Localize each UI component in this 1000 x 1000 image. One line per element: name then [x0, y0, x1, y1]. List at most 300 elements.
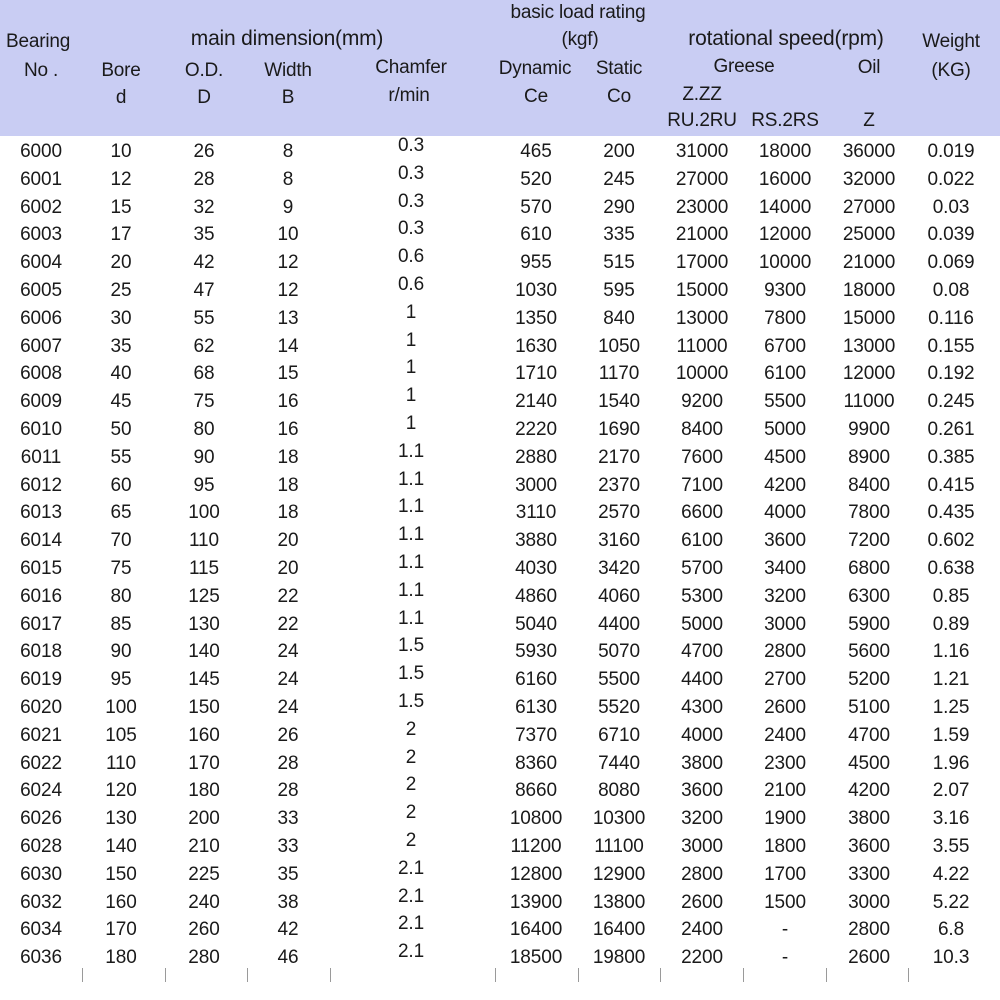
cell-chamfer: 1.5: [397, 663, 425, 685]
tick-mark: [743, 968, 744, 982]
cell-speed-oil: 2800: [848, 919, 890, 941]
cell-speed-rs: 4500: [764, 446, 806, 468]
cell-speed-rs: 3600: [764, 530, 806, 552]
cell-bearing-no: 6001: [20, 168, 62, 190]
cell-dynamic-load: 5040: [515, 613, 557, 635]
cell-speed-zzz: 10000: [675, 363, 729, 385]
cell-speed-zzz: 4400: [681, 669, 723, 691]
cell-speed-rs: 10000: [758, 252, 812, 274]
cell-speed-oil: 5200: [848, 669, 890, 691]
cell-bore: 120: [105, 780, 137, 802]
cell-speed-rs: 3400: [764, 557, 806, 579]
header-bearing-no-sub: No .: [24, 60, 59, 81]
table-row: [0, 246, 1000, 277]
cell-chamfer: 0.3: [397, 190, 425, 212]
cell-dynamic-load: 4860: [515, 585, 557, 607]
cell-static-load: 245: [603, 168, 635, 190]
table-row: [0, 440, 1000, 472]
header-bore: Bore: [101, 60, 141, 81]
header-bearing-no: Bearing: [6, 31, 71, 52]
cell-weight: 10.3: [932, 947, 970, 969]
cell-od: 90: [193, 446, 215, 468]
cell-od: 160: [188, 724, 220, 746]
cell-bearing-no: 6005: [20, 279, 62, 301]
cell-static-load: 4400: [598, 613, 640, 635]
cell-speed-rs: 18000: [758, 141, 812, 162]
tick-mark: [82, 968, 83, 982]
cell-width: 12: [277, 279, 299, 301]
cell-width: 14: [277, 335, 299, 357]
cell-bore: 140: [105, 835, 137, 857]
cell-od: 225: [188, 863, 220, 885]
cell-bearing-no: 6034: [20, 919, 62, 941]
tick-mark: [247, 968, 248, 982]
cell-bearing-no: 6030: [20, 863, 62, 885]
cell-speed-rs: 1500: [764, 891, 806, 913]
cell-static-load: 1170: [598, 363, 640, 385]
header-static-symbol: Co: [607, 86, 631, 107]
cell-static-load: 2570: [598, 502, 640, 524]
cell-speed-zzz: 3000: [681, 835, 723, 857]
cell-static-load: 12900: [592, 863, 646, 885]
cell-speed-oil: 8400: [848, 474, 890, 496]
cell-bore: 105: [105, 724, 137, 746]
table-row: [0, 746, 1000, 778]
cell-speed-oil: 6800: [848, 557, 890, 579]
cell-width: 8: [282, 168, 294, 190]
table-row: [0, 468, 1000, 500]
cell-bearing-no: 6015: [20, 557, 62, 579]
cell-weight: 0.069: [927, 252, 975, 274]
cell-speed-rs: 14000: [758, 196, 812, 218]
table-row: [0, 718, 1000, 750]
cell-speed-oil: 15000: [842, 307, 896, 329]
cell-speed-zzz: 27000: [675, 168, 729, 190]
cell-bore: 50: [110, 418, 132, 440]
tick-mark: [578, 968, 579, 982]
cell-width: 16: [277, 391, 299, 413]
cell-speed-oil: 32000: [842, 168, 896, 190]
cell-dynamic-load: 2140: [515, 391, 557, 413]
header-chamfer: Chamfer: [375, 57, 447, 78]
cell-bore: 15: [110, 196, 132, 218]
cell-od: 260: [188, 919, 220, 941]
cell-speed-zzz: 17000: [675, 252, 729, 274]
cell-width: 13: [277, 307, 299, 329]
cell-speed-oil: 12000: [842, 363, 896, 385]
cell-chamfer: 0.3: [397, 135, 425, 156]
cell-chamfer: 2: [405, 746, 417, 768]
cell-od: 35: [193, 224, 215, 246]
header-load-rating: basic load rating: [510, 2, 646, 23]
table-row: [0, 690, 1000, 722]
cell-weight: 0.192: [927, 363, 975, 385]
table-row: [0, 829, 1000, 861]
cell-dynamic-load: 12800: [509, 863, 563, 885]
cell-speed-rs: 9300: [764, 279, 806, 301]
table-row: [0, 162, 1000, 194]
cell-width: 20: [277, 557, 299, 579]
cell-speed-rs: 1800: [764, 835, 806, 857]
cell-speed-zzz: 13000: [675, 307, 729, 329]
cell-weight: 1.25: [932, 696, 970, 718]
cell-speed-rs: 1900: [764, 808, 806, 830]
cell-width: 24: [277, 696, 299, 718]
tick-mark: [330, 968, 331, 982]
cell-speed-rs: -: [781, 919, 789, 941]
table-row: [0, 579, 1000, 611]
cell-speed-zzz: 2800: [681, 863, 723, 885]
table-row: [0, 551, 1000, 583]
cell-speed-zzz: 15000: [675, 279, 729, 301]
cell-speed-zzz: 31000: [675, 141, 729, 162]
cell-speed-rs: 12000: [758, 224, 812, 246]
cell-speed-oil: 3600: [848, 835, 890, 857]
header-main-dimension: main dimension(mm): [190, 27, 384, 50]
cell-speed-oil: 4200: [848, 780, 890, 802]
cell-speed-oil: 27000: [842, 196, 896, 218]
cell-chamfer: 1.1: [397, 440, 425, 462]
cell-speed-zzz: 3200: [681, 808, 723, 830]
header-bore-symbol: d: [115, 87, 127, 108]
cell-chamfer: 0.6: [397, 246, 425, 268]
cell-bearing-no: 6011: [20, 446, 62, 468]
cell-chamfer: 2.1: [397, 913, 425, 935]
cell-chamfer: 0.3: [397, 218, 425, 240]
cell-width: 15: [277, 363, 299, 385]
cell-bearing-no: 6016: [20, 585, 62, 607]
cell-speed-oil: 36000: [842, 141, 896, 162]
cell-width: 38: [277, 891, 299, 913]
cell-dynamic-load: 520: [520, 168, 552, 190]
cell-static-load: 10300: [592, 808, 646, 830]
cell-chamfer: 1.1: [397, 551, 425, 573]
cell-bearing-no: 6024: [20, 780, 62, 802]
table-row: [0, 357, 1000, 388]
cell-speed-rs: 3000: [764, 613, 806, 635]
cell-dynamic-load: 2880: [515, 446, 557, 468]
cell-static-load: 8080: [598, 780, 640, 802]
cell-chamfer: 1: [405, 357, 417, 379]
cell-dynamic-load: 955: [520, 252, 552, 274]
table-row: [0, 524, 1000, 555]
cell-speed-zzz: 11000: [676, 335, 728, 357]
cell-dynamic-load: 16400: [509, 919, 563, 941]
table-row: [0, 802, 1000, 833]
cell-static-load: 11100: [594, 835, 644, 857]
cell-speed-rs: 6100: [764, 363, 806, 385]
cell-dynamic-load: 4030: [515, 557, 557, 579]
cell-speed-oil: 5900: [848, 613, 890, 635]
cell-chamfer: 1: [405, 301, 417, 323]
cell-bore: 110: [106, 752, 136, 774]
cell-bearing-no: 6009: [20, 391, 62, 413]
cell-static-load: 1690: [598, 418, 640, 440]
cell-od: 100: [188, 502, 220, 524]
cell-bearing-no: 6013: [20, 502, 62, 524]
cell-speed-zzz: 4300: [681, 696, 723, 718]
cell-dynamic-load: 13900: [509, 891, 563, 913]
cell-bore: 45: [110, 391, 132, 413]
cell-bore: 35: [110, 335, 132, 357]
tick-mark: [495, 968, 496, 982]
header-rs2rs: RS.2RS: [751, 110, 819, 131]
cell-bore: 55: [110, 446, 132, 468]
cell-bearing-no: 6026: [20, 808, 62, 830]
cell-chamfer: 1: [405, 385, 417, 407]
cell-bore: 150: [105, 863, 137, 885]
cell-bore: 85: [110, 613, 132, 635]
cell-speed-zzz: 9200: [681, 391, 723, 413]
cell-static-load: 6710: [598, 724, 640, 746]
cell-od: 26: [193, 141, 215, 162]
cell-speed-oil: 8900: [848, 446, 890, 468]
cell-bore: 90: [110, 641, 132, 663]
cell-bore: 10: [110, 141, 132, 162]
cell-bearing-no: 6019: [20, 669, 62, 691]
cell-width: 9: [282, 196, 294, 218]
cell-chamfer: 2.1: [397, 885, 425, 907]
cell-width: 18: [277, 502, 299, 524]
cell-static-load: 840: [603, 307, 635, 329]
cell-static-load: 3160: [598, 530, 640, 552]
cell-bore: 170: [105, 919, 137, 941]
cell-weight: 0.85: [932, 585, 970, 607]
cell-chamfer: 1.1: [397, 607, 425, 629]
table-row: [0, 857, 1000, 889]
cell-dynamic-load: 3880: [515, 530, 557, 552]
cell-weight: 1.21: [932, 669, 970, 691]
cell-speed-rs: 5000: [764, 418, 806, 440]
cell-bearing-no: 6002: [20, 196, 62, 218]
cell-width: 42: [277, 919, 299, 941]
cell-bearing-no: 6032: [20, 891, 62, 913]
cell-width: 8: [282, 141, 294, 162]
cell-static-load: 19800: [592, 947, 646, 969]
cell-speed-zzz: 2400: [681, 919, 723, 941]
cell-bore: 100: [105, 696, 137, 718]
table-row: [0, 496, 1000, 527]
cell-bore: 95: [110, 669, 132, 691]
cell-weight: 1.59: [932, 724, 970, 746]
cell-weight: 0.261: [927, 418, 975, 440]
cell-bore: 80: [110, 585, 132, 607]
cell-bearing-no: 6006: [20, 307, 62, 329]
cell-speed-rs: 2100: [764, 780, 806, 802]
cell-width: 18: [277, 474, 299, 496]
cell-bearing-no: 6028: [20, 835, 62, 857]
cell-od: 68: [193, 363, 215, 385]
cell-od: 145: [188, 669, 220, 691]
cell-speed-rs: 1700: [764, 863, 806, 885]
cell-dynamic-load: 5930: [515, 641, 557, 663]
cell-width: 24: [277, 641, 299, 663]
cell-chamfer: 1: [405, 329, 417, 351]
cell-bearing-no: 6017: [20, 613, 62, 635]
cell-width: 20: [277, 530, 299, 552]
cell-weight: 0.022: [927, 168, 975, 190]
cell-chamfer: 1.5: [397, 690, 425, 712]
cell-weight: 5.22: [932, 891, 970, 913]
cell-speed-zzz: 8400: [681, 418, 723, 440]
tick-mark: [908, 968, 909, 982]
cell-chamfer: 1: [405, 412, 417, 434]
table-row: [0, 385, 1000, 416]
cell-chamfer: 2: [405, 774, 417, 796]
cell-speed-rs: 3200: [764, 585, 806, 607]
cell-weight: 2.07: [932, 780, 970, 802]
cell-weight: 0.245: [927, 391, 975, 413]
cell-speed-oil: 3800: [848, 808, 890, 830]
cell-dynamic-load: 6160: [515, 669, 557, 691]
header-dynamic-symbol: Ce: [524, 86, 548, 107]
cell-bore: 12: [110, 168, 132, 190]
cell-bearing-no: 6008: [20, 363, 62, 385]
cell-od: 47: [193, 279, 215, 301]
table-row: [0, 774, 1000, 805]
cell-bore: 20: [110, 252, 132, 274]
cell-chamfer: 2: [405, 718, 417, 740]
header-ru2ru: RU.2RU: [667, 110, 737, 131]
cell-speed-zzz: 21000: [675, 224, 729, 246]
cell-od: 140: [188, 641, 220, 663]
cell-static-load: 1540: [598, 391, 640, 413]
cell-bore: 180: [105, 947, 137, 969]
cell-width: 18: [277, 446, 299, 468]
table-row: [0, 885, 1000, 917]
cell-speed-rs: 5500: [764, 391, 806, 413]
cell-chamfer: 1.1: [397, 524, 425, 546]
cell-speed-rs: 2300: [764, 752, 806, 774]
cell-speed-zzz: 5700: [681, 557, 723, 579]
cell-speed-rs: 2700: [764, 669, 806, 691]
cell-bore: 65: [110, 502, 132, 524]
table-row: [0, 218, 1000, 249]
header-oil-z: Z: [863, 110, 875, 131]
cell-static-load: 2370: [598, 474, 640, 496]
cell-speed-zzz: 6100: [681, 530, 723, 552]
cell-speed-rs: 2400: [764, 724, 806, 746]
cell-weight: 0.435: [927, 502, 975, 524]
cell-width: 33: [277, 808, 299, 830]
cell-weight: 1.16: [932, 641, 970, 663]
cell-weight: 0.155: [927, 335, 975, 357]
cell-dynamic-load: 1030: [515, 279, 557, 301]
cell-static-load: 5520: [598, 696, 640, 718]
cell-dynamic-load: 2220: [515, 418, 557, 440]
cell-bearing-no: 6003: [20, 224, 62, 246]
cell-dynamic-load: 11200: [510, 835, 562, 857]
cell-static-load: 515: [603, 252, 635, 274]
cell-bore: 30: [110, 307, 132, 329]
cell-width: 12: [277, 252, 299, 274]
cell-static-load: 1050: [598, 335, 640, 357]
cell-speed-rs: 7800: [764, 307, 806, 329]
cell-weight: 3.55: [932, 835, 970, 857]
table-row: [0, 607, 1000, 639]
cell-speed-oil: 11000: [843, 391, 895, 413]
cell-bearing-no: 6036: [20, 947, 62, 969]
cell-bearing-no: 6014: [20, 530, 62, 552]
cell-weight: 6.8: [937, 919, 965, 941]
cell-speed-zzz: 2600: [681, 891, 723, 913]
cell-speed-rs: 4200: [764, 474, 806, 496]
cell-od: 32: [193, 196, 215, 218]
cell-bearing-no: 6021: [20, 724, 62, 746]
cell-dynamic-load: 1350: [515, 307, 557, 329]
cell-static-load: 2170: [598, 446, 640, 468]
cell-bore: 160: [105, 891, 137, 913]
cell-speed-oil: 3000: [848, 891, 890, 913]
cell-od: 95: [193, 474, 215, 496]
cell-speed-zzz: 2200: [681, 947, 723, 969]
cell-width: 16: [277, 418, 299, 440]
cell-weight: 0.89: [932, 613, 970, 635]
cell-od: 55: [193, 307, 215, 329]
cell-chamfer: 2: [405, 829, 417, 851]
cell-weight: 0.039: [927, 224, 975, 246]
cell-chamfer: 0.3: [397, 162, 425, 184]
cell-width: 22: [277, 613, 299, 635]
cell-chamfer: 2.1: [397, 857, 425, 879]
cell-bore: 70: [110, 530, 132, 552]
cell-bore: 17: [110, 224, 132, 246]
cell-width: 24: [277, 669, 299, 691]
table-header: [0, 0, 1000, 136]
cell-speed-oil: 5600: [848, 641, 890, 663]
cell-dynamic-load: 465: [520, 141, 552, 162]
cell-weight: 4.22: [932, 863, 970, 885]
cell-static-load: 5070: [598, 641, 640, 663]
cell-od: 75: [193, 391, 215, 413]
cell-od: 110: [189, 530, 219, 552]
cell-weight: 0.602: [927, 530, 975, 552]
header-chamfer-unit: r/min: [388, 85, 430, 106]
table-body: [0, 135, 1000, 972]
table-row: [0, 329, 1000, 361]
cell-speed-oil: 7800: [848, 502, 890, 524]
cell-dynamic-load: 7370: [515, 724, 557, 746]
cell-bearing-no: 6020: [20, 696, 62, 718]
table-row: [0, 135, 1000, 166]
cell-bearing-no: 6004: [20, 252, 62, 274]
header-od-symbol: D: [197, 87, 211, 108]
cell-chamfer: 1.1: [397, 579, 425, 601]
cell-od: 200: [188, 808, 220, 830]
cell-static-load: 335: [603, 224, 635, 246]
cell-od: 280: [188, 947, 220, 969]
cell-dynamic-load: 6130: [515, 696, 557, 718]
cell-weight: 0.03: [932, 196, 970, 218]
cell-dynamic-load: 8660: [515, 780, 557, 802]
cell-bore: 40: [110, 363, 132, 385]
cell-weight: 0.08: [932, 279, 970, 301]
cell-od: 210: [188, 835, 220, 857]
cell-speed-zzz: 5000: [681, 613, 723, 635]
cell-od: 115: [189, 557, 219, 579]
cell-speed-zzz: 23000: [675, 196, 729, 218]
cell-dynamic-load: 3000: [515, 474, 557, 496]
table-row: [0, 635, 1000, 666]
cell-static-load: 290: [603, 196, 635, 218]
table-row: [0, 273, 1000, 305]
cell-chamfer: 2: [405, 802, 417, 824]
cell-width: 22: [277, 585, 299, 607]
cell-od: 125: [188, 585, 220, 607]
cell-width: 35: [277, 863, 299, 885]
cell-od: 150: [188, 696, 220, 718]
cell-bore: 75: [110, 557, 132, 579]
